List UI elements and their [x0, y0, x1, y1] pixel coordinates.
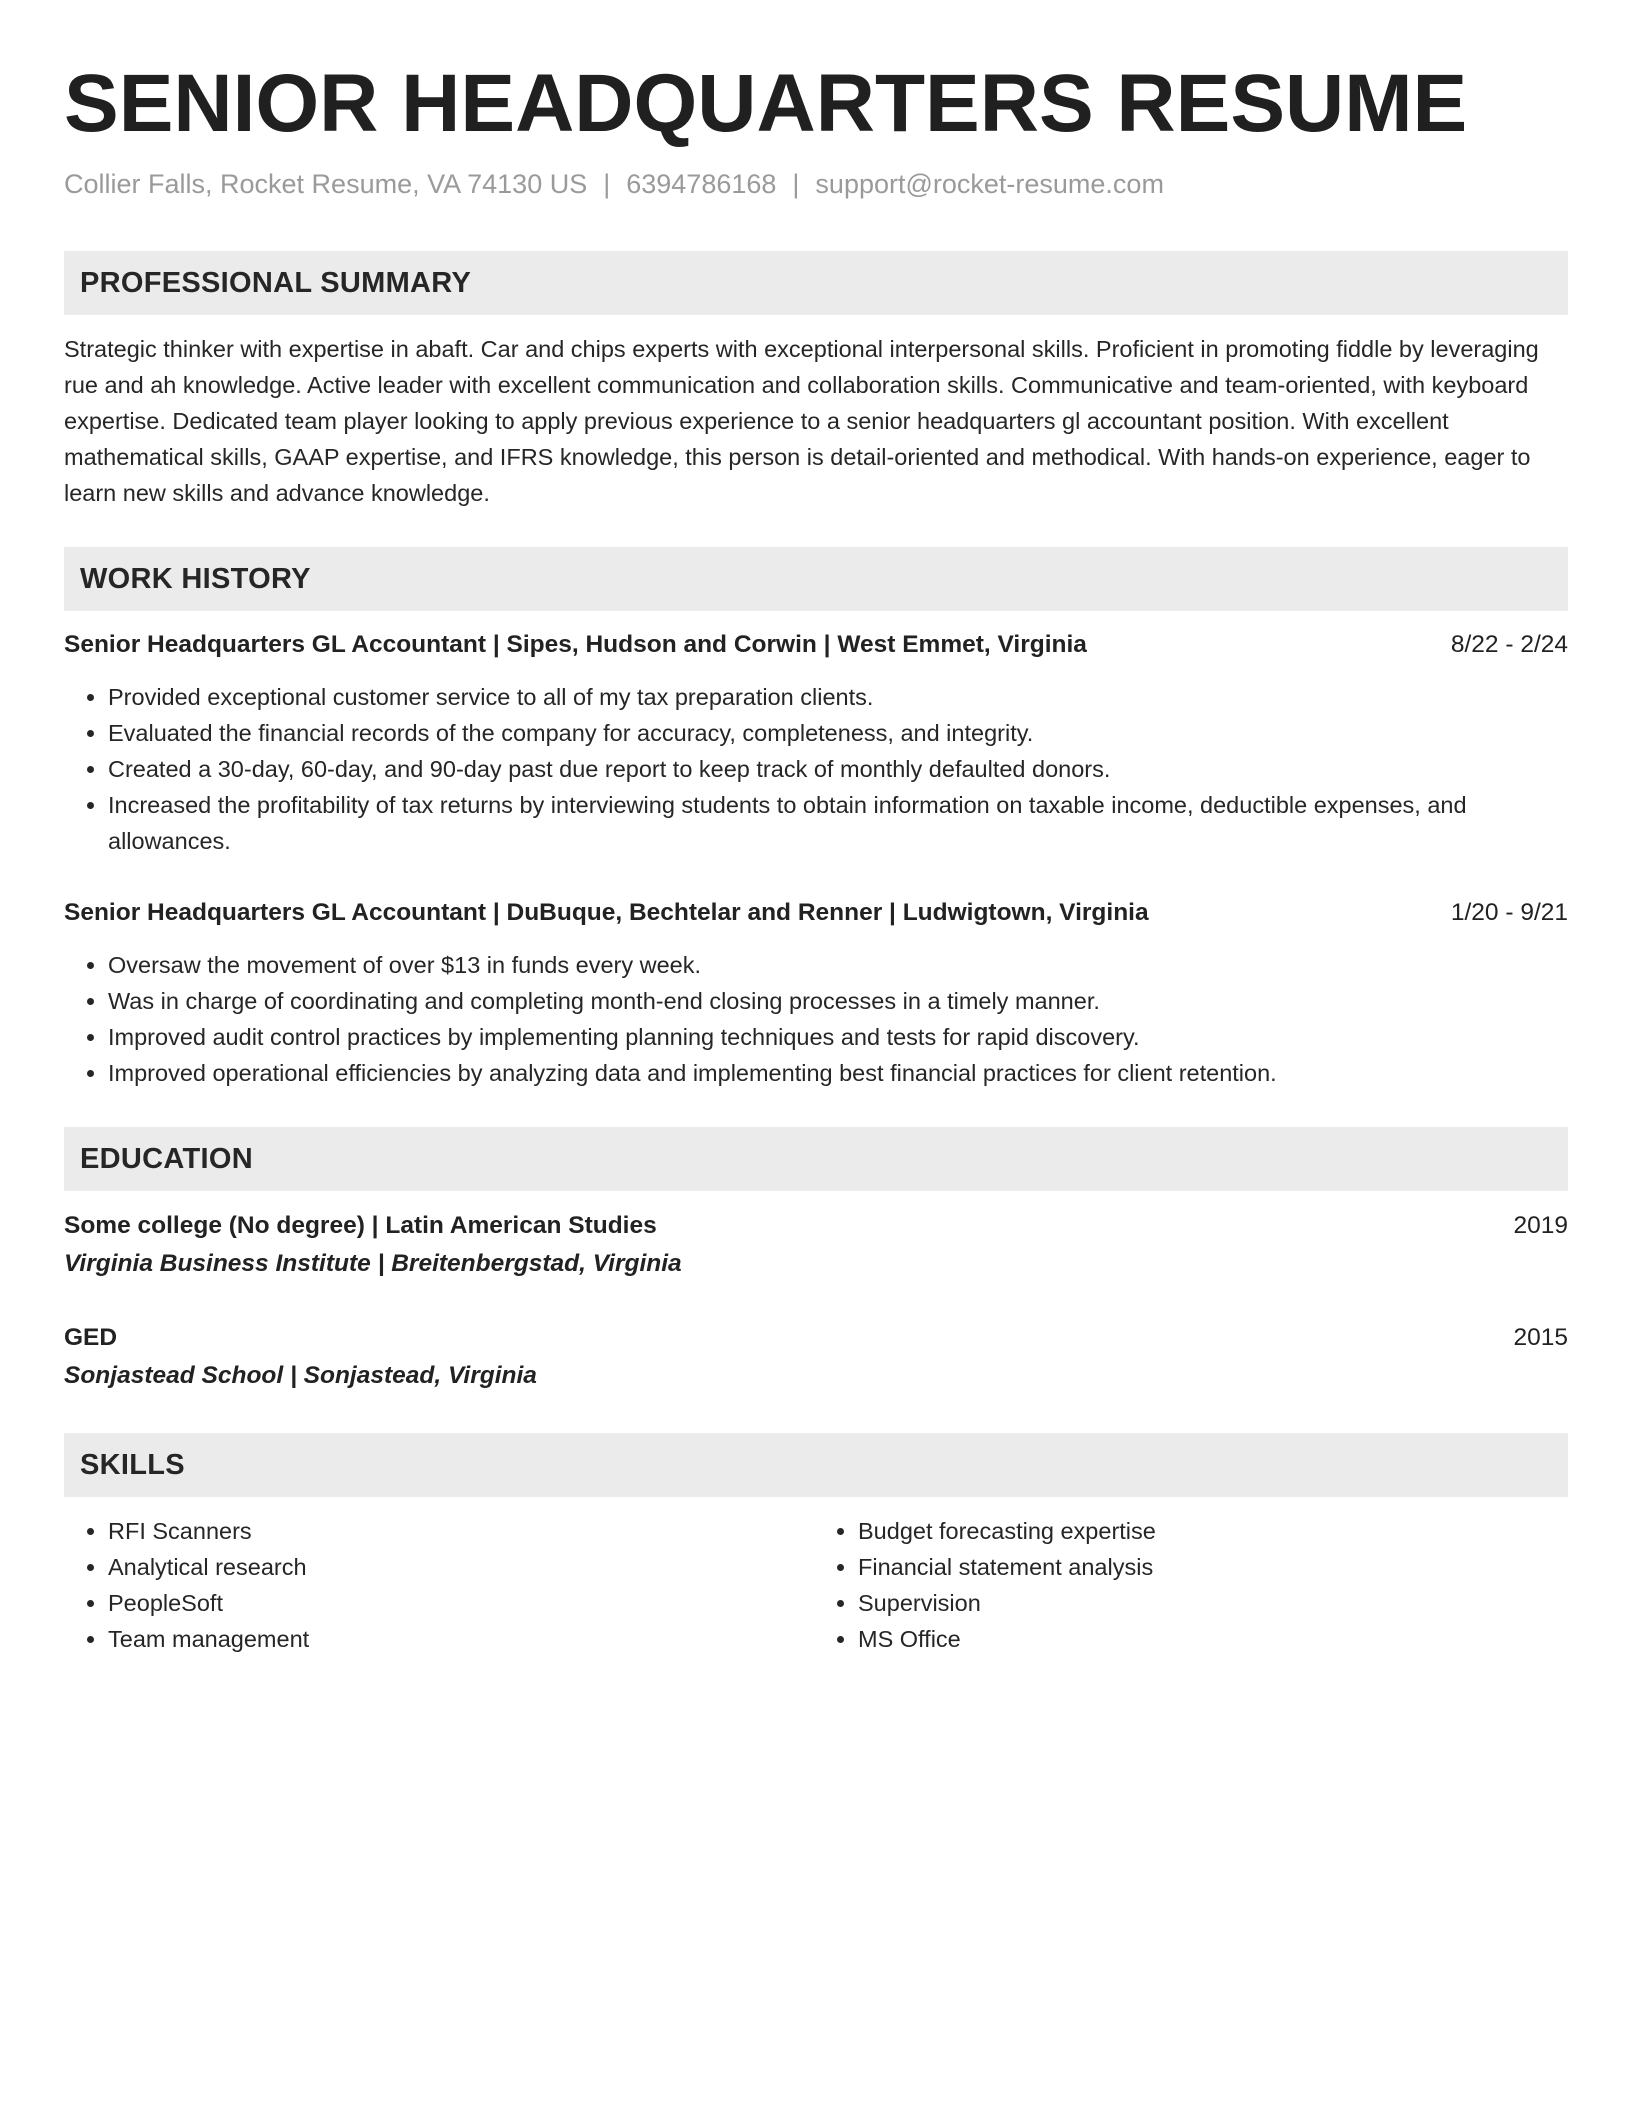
job-title: Senior Headquarters GL Accountant | DuBuque, Bechtelar and Renner | Ludwigtown, Virginia — [64, 899, 1149, 926]
skill-item: • Team management — [108, 1621, 816, 1657]
contact-address: Collier Falls, Rocket Resume, VA 74130 US — [64, 169, 588, 199]
job-header — [64, 895, 1568, 931]
job-title: Senior Headquarters GL Accountant | Sipes, Hudson and Corwin | West Emmet, Virginia — [64, 631, 1087, 658]
resume-name: SENIOR HEADQUARTERS RESUME — [64, 58, 1468, 149]
job-bullet: • Improved audit control practices by implementing planning techniques and tests for rapid discovery. — [108, 1019, 1568, 1055]
education-degree: Some college (No degree) | Latin American Studies — [64, 1212, 657, 1239]
contact-separator: | — [603, 169, 611, 199]
job-bullet: • Created a 30-day, 60-day, and 90-day past due report to keep track of monthly defaulted donors. — [108, 751, 1568, 787]
education-school: Sonjastead School | Sonjastead, Virginia — [64, 1362, 537, 1389]
job-entry — [64, 895, 1568, 1091]
skills-column-left — [64, 1513, 816, 1657]
contact-separator: | — [792, 169, 800, 199]
skills-column-right — [816, 1513, 1568, 1657]
skills-list — [64, 1513, 1568, 1657]
summary-heading: PROFESSIONAL SUMMARY — [64, 251, 1568, 315]
education-year: 2015 — [1513, 1324, 1568, 1351]
education-entry — [64, 1207, 1568, 1283]
skill-item: • RFI Scanners — [108, 1513, 816, 1549]
job-dates: 1/20 - 9/21 — [1450, 899, 1568, 926]
education-year: 2019 — [1513, 1212, 1568, 1239]
skills-heading: SKILLS — [64, 1433, 1568, 1497]
contact-line — [64, 166, 1568, 202]
education-school: Virginia Business Institute | Breitenbergstad, Virginia — [64, 1250, 682, 1277]
skill-item: • Budget forecasting expertise — [858, 1513, 1568, 1549]
education-heading: EDUCATION — [64, 1127, 1568, 1191]
skill-item: • PeopleSoft — [108, 1585, 816, 1621]
skill-item: • Financial statement analysis — [858, 1549, 1568, 1585]
job-bullet: • Oversaw the movement of over $13 in funds every week. — [108, 947, 1568, 983]
job-bullet: • Improved operational efficiencies by analyzing data and implementing best financial practices for client retention. — [108, 1055, 1568, 1091]
job-bullets — [64, 679, 1568, 859]
job-entry — [64, 627, 1568, 859]
skill-item: • Analytical research — [108, 1549, 816, 1585]
education-degree: GED — [64, 1324, 118, 1351]
job-dates: 8/22 - 2/24 — [1450, 631, 1568, 658]
job-bullet: • Provided exceptional customer service to all of my tax preparation clients. — [108, 679, 1568, 715]
job-bullet: • Evaluated the financial records of the company for accuracy, completeness, and integrity. — [108, 715, 1568, 751]
contact-email: support@rocket-resume.com — [815, 169, 1164, 199]
job-bullet: • Was in charge of coordinating and completing month-end closing processes in a timely manner. — [108, 983, 1568, 1019]
job-bullet: • Increased the profitability of tax returns by interviewing students to obtain information on taxable income, deductible expenses, and allowances. — [108, 787, 1568, 859]
education-entry — [64, 1319, 1568, 1395]
job-bullets — [64, 947, 1568, 1091]
education-header — [64, 1319, 1568, 1357]
skill-item: • MS Office — [858, 1621, 1568, 1657]
skill-item: • Supervision — [858, 1585, 1568, 1621]
summary-text: Strategic thinker with expertise in abaft. Car and chips experts with exceptional interpersonal skills. Proficient in promoting fiddle by leveraging rue and ah knowledge. Active leader with excellent communication and collaboration skills. Communicative and team-oriented, with keyboard expertise. Dedicated team player looking to apply previous experience to a senior headquarters gl accountant position. With excellent mathematical skills, GAAP expertise, and IFRS knowledge, this person is detail-oriented and methodical. With hands-on experience, eager to learn new skills and advance knowledge. — [64, 336, 1539, 506]
work-history-heading: WORK HISTORY — [64, 547, 1568, 611]
contact-phone: 6394786168 — [626, 169, 777, 199]
job-header — [64, 627, 1568, 663]
education-header — [64, 1207, 1568, 1245]
